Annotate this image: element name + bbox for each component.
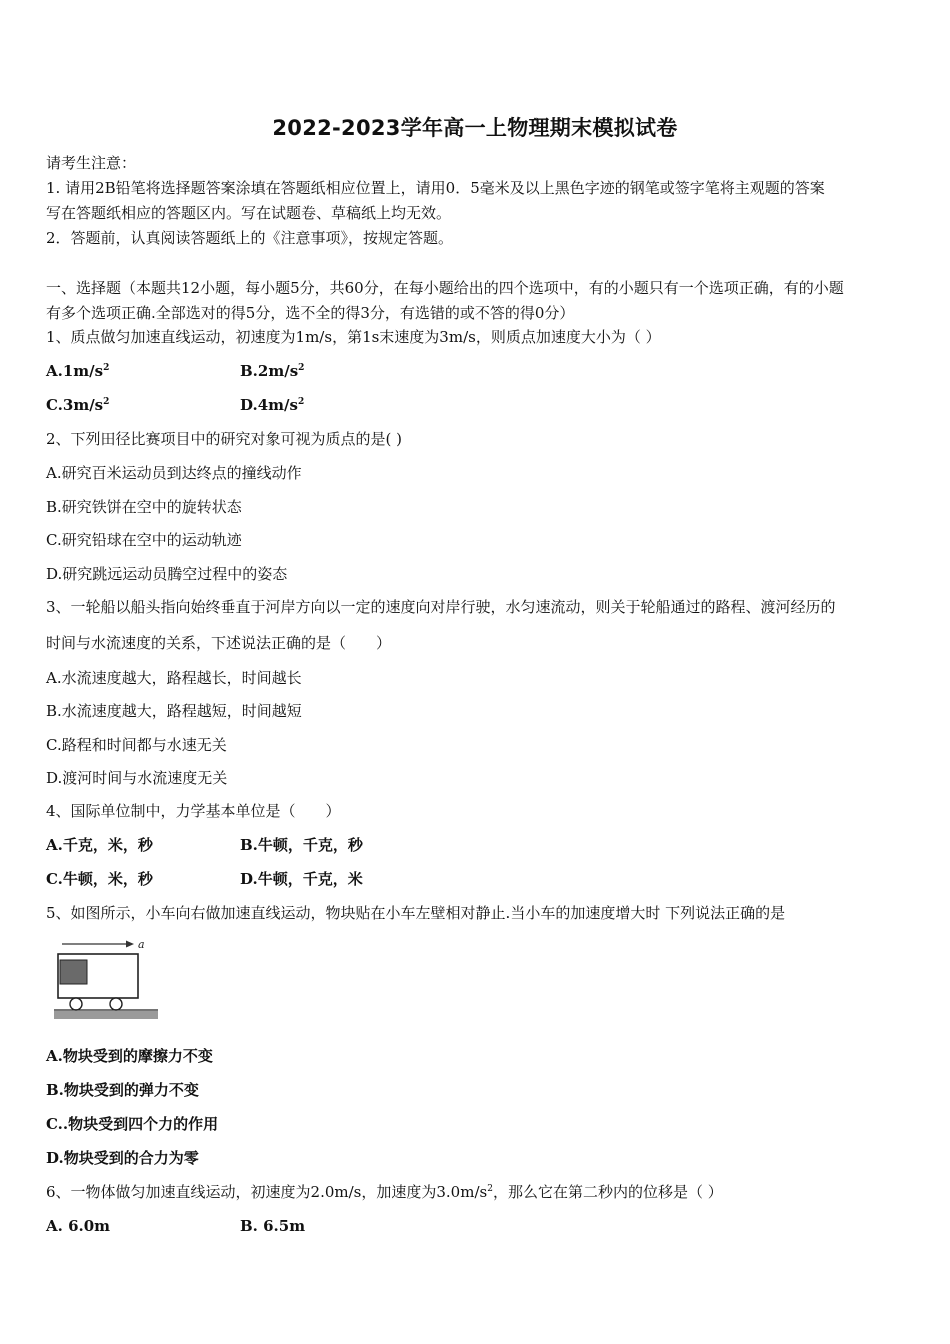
q3-option-a: A.水流速度越大，路程越长，时间越长: [46, 669, 302, 687]
q2-option-c: C.研究铅球在空中的运动轨迹: [46, 531, 242, 549]
q5-option-a: A.物块受到的摩擦力不变: [46, 1047, 213, 1065]
q1-option-d: $D.4m/s^2$: [240, 396, 305, 414]
q3-option-c: C.路程和时间都与水速无关: [46, 736, 227, 754]
q2-stem: 2、下列田径比赛项目中的研究对象可视为质点的是( ): [46, 430, 403, 448]
q3-stem-2: 时间与水流速度的关系，下述说法正确的是（ ）: [46, 634, 392, 652]
ground-hatch: [54, 1011, 158, 1019]
q5-stem: 5、如图所示，小车向右做加速直线运动，物块贴在小车左壁相对静止.当小车的加速度增大时 下列说法正确的是: [46, 904, 786, 922]
q4-option-d: D.牛顿，千克，米: [240, 870, 363, 888]
section-instructions-1: 一、选择题（本题共12小题，每小题5分，共60分，在每小题给出的四个选项中，有的小题只有一个选项正确，有的小题: [46, 279, 844, 297]
page-title: 2022-2023学年高一上物理期末模拟试卷: [272, 116, 678, 140]
wheel-right: [110, 998, 122, 1010]
q3-option-b: B.水流速度越大，路程越短，时间越短: [46, 702, 302, 720]
q2-option-d: D.研究跳远运动员腾空过程中的姿态: [46, 565, 288, 583]
notice-item-2: 2．答题前，认真阅读答题纸上的《注意事项》，按规定答题。: [46, 229, 454, 247]
q1-stem: 1、质点做匀加速直线运动，初速度为1m/s，第1s末速度为3m/s，则质点加速度大小为（ ）: [46, 328, 661, 346]
q5-option-c: C..物块受到四个力的作用: [46, 1115, 219, 1133]
q6-stem: 6、一物体做匀加速直线运动，初速度为2.0m/s，加速度为$3.0m/s^2$，那么它在第二秒内的位移是（ ）: [46, 1183, 723, 1201]
notice-heading: 请考生注意：: [46, 154, 137, 172]
wheel-left: [70, 998, 82, 1010]
q1-option-b: $B.2m/s^2$: [240, 362, 305, 380]
q2-option-a: A.研究百米运动员到达终点的撞线动作: [46, 464, 302, 482]
q5-option-b: B.物块受到的弹力不变: [46, 1081, 199, 1099]
q4-option-a: A.千克，米，秒: [46, 836, 153, 854]
notice-item-1a: 1. 请用2B铅笔将选择题答案涂填在答题纸相应位置上，请用0．5毫米及以上黑色字迹的钢笔或签字笔将主观题的答案: [46, 179, 825, 197]
cart-figure: [54, 938, 158, 1026]
q3-stem-1: 3、一轮船以船头指向始终垂直于河岸方向以一定的速度向对岸行驶，水匀速流动，则关于轮船通过的路程、渡河经历的: [46, 598, 836, 616]
q4-option-c: C.牛顿，米，秒: [46, 870, 153, 888]
block: [60, 960, 87, 984]
q4-option-b: B.牛顿，千克，秒: [240, 836, 363, 854]
acceleration-arrowhead: [126, 941, 134, 948]
section-instructions-2: 有多个选项正确.全部选对的得5分，选不全的得3分，有选错的或不答的得0分）: [46, 304, 575, 322]
notice-item-1b: 写在答题纸相应的答题区内。写在试题卷、草稿纸上均无效。: [46, 204, 452, 222]
q6-option-b: B. 6.5m: [240, 1217, 306, 1235]
acceleration-label: a: [138, 938, 145, 951]
q5-option-d: D.物块受到的合力为零: [46, 1149, 199, 1167]
q3-option-d: D.渡河时间与水流速度无关: [46, 769, 228, 787]
q1-option-a: $A.1m/s^2$: [46, 362, 110, 380]
q2-option-b: B.研究铁饼在空中的旋转状态: [46, 498, 242, 516]
q4-stem: 4、国际单位制中，力学基本单位是（ ）: [46, 802, 341, 820]
q1-option-c: $C.3m/s^2$: [46, 396, 110, 414]
q6-option-a: A. 6.0m: [46, 1217, 111, 1235]
